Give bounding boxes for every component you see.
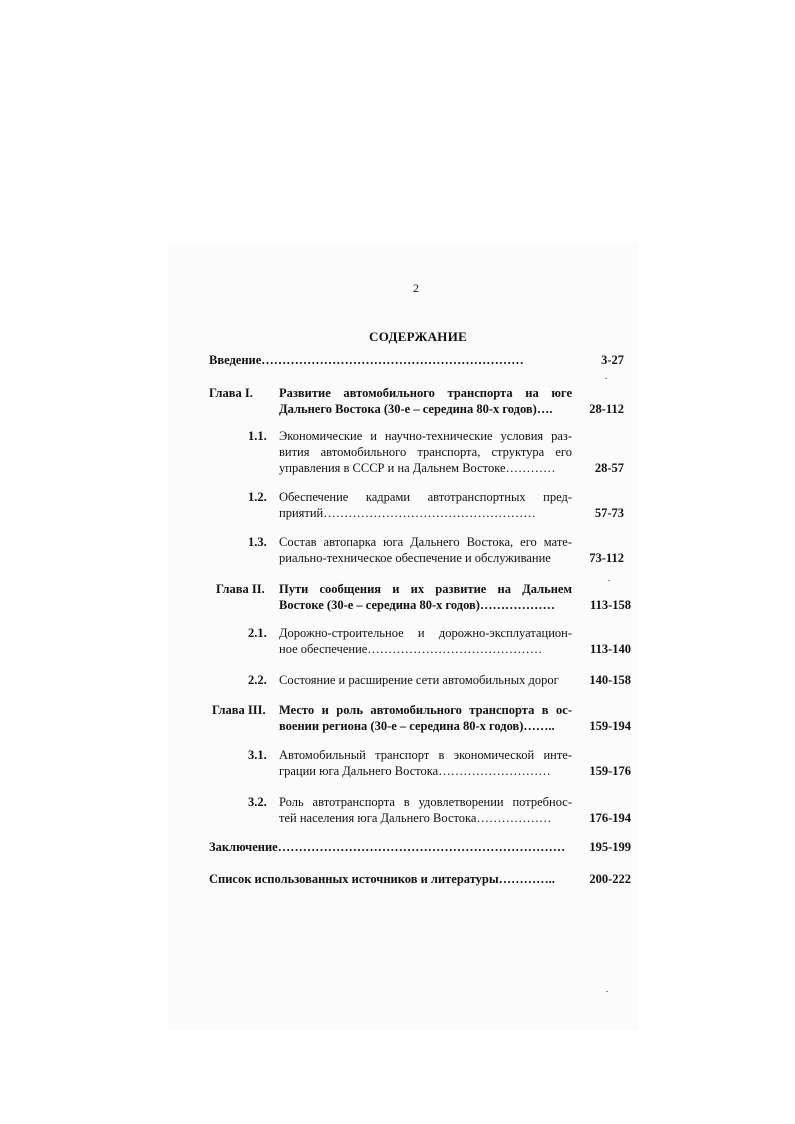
toc-sources-leader: ………….. xyxy=(498,872,555,886)
toc-section3-1-title xyxy=(279,747,572,779)
toc-section1-3-title xyxy=(279,534,572,566)
toc-sources xyxy=(209,871,575,887)
toc-section1-3-line1: Состав автопарка юга Дальнего Востока, его мате- xyxy=(279,535,572,549)
toc-section1-2-line2: приятий…………………………………………… xyxy=(279,506,536,520)
toc-chapter3-line1: Место и роль автомобильного транспорта в ос- xyxy=(279,703,572,717)
scan-speck xyxy=(605,378,607,379)
toc-section1-2-pages: 57-73 xyxy=(594,506,624,520)
toc-intro-leader: ……………………………………………………… xyxy=(261,353,524,367)
toc-section3-2-pages: 176-194 xyxy=(589,811,631,825)
toc-section1-1-number: 1.1. xyxy=(248,429,267,443)
toc-section2-1-line1: Дорожно-строительное и дорожно-эксплуатацион- xyxy=(279,626,572,640)
toc-section1-2-title xyxy=(279,489,572,521)
toc-section1-3-pages: 73-112 xyxy=(589,551,624,565)
toc-section2-1-number: 2.1. xyxy=(248,626,267,640)
toc-section1-1-pages: 28-57 xyxy=(594,461,624,475)
toc-conclusion-pages: 195-199 xyxy=(589,840,631,854)
page-number: 2 xyxy=(413,281,419,295)
toc-section1-2-number: 1.2. xyxy=(248,490,267,504)
toc-section3-1-number: 3.1. xyxy=(248,748,267,762)
toc-section3-2-number: 3.2. xyxy=(248,795,267,809)
toc-section1-3-line2: риально-техническое обеспечение и обслуживание xyxy=(279,551,551,565)
toc-section2-1-line2: ное обеспечение…………………………………… xyxy=(279,642,543,656)
toc-section2-2-number: 2.2. xyxy=(248,673,267,687)
toc-section3-2-line1: Роль автотранспорта в удовлетворении потребнос- xyxy=(279,795,572,809)
toc-section1-1-line3: управления в СССР и на Дальнем Востоке………… xyxy=(279,461,556,475)
toc-section1-1-line2: вития автомобильного транспорта, структура его xyxy=(279,445,572,459)
toc-section2-2-pages: 140-158 xyxy=(589,673,631,687)
toc-section2-1-pages: 113-140 xyxy=(590,642,631,656)
contents-heading: СОДЕРЖАНИЕ xyxy=(369,329,468,344)
toc-section3-1-line2: грации юга Дальнего Востока……………………… xyxy=(279,764,551,778)
toc-section1-2-line1: Обеспечение кадрами автотранспортных пред- xyxy=(279,490,572,504)
toc-chapter2-pages: 113-158 xyxy=(590,598,631,612)
toc-chapter3-pages: 159-194 xyxy=(589,719,631,733)
toc-chapter2-line1: Пути сообщения и их развитие на Дальнем xyxy=(279,582,572,596)
scan-speck xyxy=(608,580,610,581)
toc-intro xyxy=(209,352,566,368)
toc-section1-3-number: 1.3. xyxy=(248,535,267,549)
toc-chapter3-title xyxy=(279,702,572,734)
toc-chapter1-line1: Развитие автомобильного транспорта на юге xyxy=(279,386,572,400)
toc-section1-1-line1: Экономические и научно-технические условия раз- xyxy=(279,429,572,443)
toc-section2-1-title xyxy=(279,625,572,657)
toc-conclusion xyxy=(209,839,571,855)
toc-chapter1-label: Глава I. xyxy=(209,386,253,400)
toc-section2-2-line1: Состояние и расширение сети автомобильных дорог xyxy=(279,673,559,687)
toc-chapter3-label: Глава III. xyxy=(212,703,266,717)
toc-intro-label: Введение xyxy=(209,353,262,367)
toc-chapter1-line2: Дальнего Востока (30-е – середина 80-х годов)…. xyxy=(279,402,553,416)
toc-conclusion-leader: …………………………………………………………… xyxy=(277,840,566,854)
toc-sources-label: Список использованных источников и литературы xyxy=(209,872,499,886)
toc-section3-1-line1: Автомобильный транспорт в экономической инте- xyxy=(279,748,572,762)
toc-chapter2-label: Глава II. xyxy=(216,582,265,596)
toc-section1-1-title xyxy=(279,428,572,476)
toc-section3-2-title xyxy=(279,794,572,826)
toc-chapter2-line2: Востоке (30-е – середина 80-х годов)……………… xyxy=(279,598,555,612)
toc-chapter1-pages: 28-112 xyxy=(589,402,624,416)
toc-section2-2-title xyxy=(279,672,575,688)
toc-section3-1-pages: 159-176 xyxy=(589,764,631,778)
scan-speck xyxy=(606,991,608,992)
toc-chapter1-title xyxy=(279,385,572,417)
toc-section3-2-line2: тей населения юга Дальнего Востока……………… xyxy=(279,811,552,825)
toc-chapter3-line2: воении региона (30-е – середина 80-х годов)…….. xyxy=(279,719,555,733)
toc-conclusion-label: Заключение xyxy=(209,840,278,854)
toc-sources-pages: 200-222 xyxy=(589,872,631,886)
toc-chapter2-title xyxy=(279,581,572,613)
toc-intro-pages: 3-27 xyxy=(601,353,624,367)
